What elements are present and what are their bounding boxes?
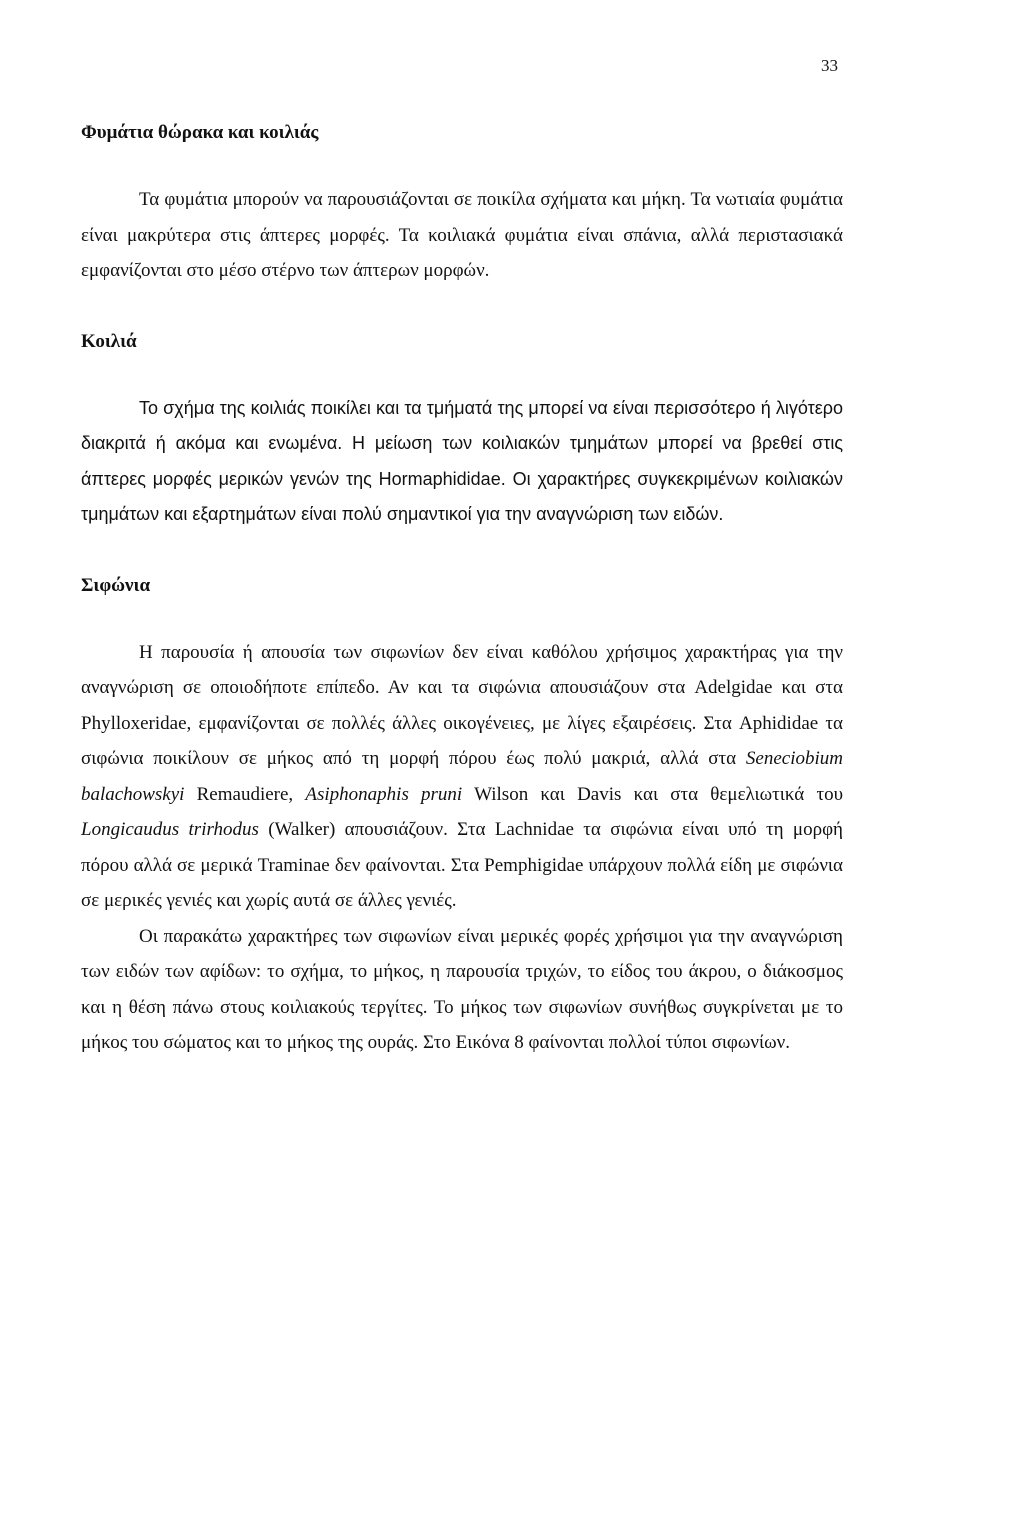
section-heading: Σιφώνια	[81, 574, 151, 596]
species-name: Seneciobium balachowskyi	[81, 748, 843, 805]
text-run: Η παρουσία ή απουσία των σιφωνίων δεν είναι καθόλου χρήσιμος χαρακτήρας για την αναγνώριση σε οποιοδήποτε επίπεδο. Αν και τα σιφώνια απουσιάζουν στα Adelgidae και στα Phylloxeridae, εμφανίζονται σε πολλές άλλες οικογένειες, με λίγες εξαιρέσεις. Στα Aphididae τα σιφώνια ποικίλουν σε μήκος από τη μορφή πόρου έως πολύ μακριά, αλλά στα	[81, 641, 843, 769]
paragraph: Το σχήμα της κοιλιάς ποικίλει και τα τμήματά της μπορεί να είναι περισσότερο ή λιγότερο διακριτά ή ακόμα και ενωμένα. Η μείωση των κοιλιακών τμημάτων μπορεί να βρεθεί στις άπτερες μορφές μερικών γενών της Hormaphididae. Οι χαρακτήρες συγκεκριμένων κοιλιακών τμημάτων και εξαρτημάτων είναι πολύ σημαντικοί για την αναγνώριση των ειδών.	[81, 397, 843, 524]
document-body	[81, 118, 843, 1061]
section-thorax-abdomen-tubercles	[81, 118, 843, 289]
text-run: Wilson και Davis και στα θεμελιωτικά του	[462, 783, 844, 805]
section-heading: Φυμάτια θώρακα και κοιλιάς	[81, 122, 319, 143]
species-name: Asiphonaphis pruni	[305, 783, 463, 805]
paragraph: Τα φυμάτια μπορούν να παρουσιάζονται σε ποικίλα σχήματα και μήκη. Τα νωτιαία φυμάτια είναι μακρύτερα στις άπτερες μορφές. Τα κοιλιακά φυμάτια είναι σπάνια, αλλά περιστασιακά εμφανίζονται στο μέσο στέρνο των άπτερων μορφών.	[81, 189, 843, 281]
section-abdomen	[81, 327, 843, 533]
section-heading: Κοιλιά	[81, 330, 137, 352]
species-name: Longicaudus trirhodus	[81, 819, 259, 840]
page-number: 33	[821, 56, 838, 75]
text-run: (Walker) απουσιάζουν. Στα Lachnidae τα σιφώνια είναι υπό τη μορφή πόρου αλλά σε μερικά Traminae δεν φαίνονται. Στα Pemphigidae υπάρχουν πολλά είδη με σιφώνια σε μερικές γενιές και χωρίς αυτά σε άλλες γενιές.	[81, 819, 843, 911]
paragraph: Οι παρακάτω χαρακτήρες των σιφωνίων είναι μερικές φορές χρήσιμοι για την αναγνώριση των ειδών των αφίδων: το σχήμα, το μήκος, η παρουσία τριχών, το είδος του άκρου, ο διάκοσμος και η θέση πάνω στους κοιλιακούς τεργίτες. Το μήκος των σιφωνίων συνήθως συγκρίνεται με το μήκος του σώματος και το μήκος της ουράς. Στο Εικόνα 8 φαίνονται πολλοί τύποι σιφωνίων.	[81, 925, 843, 1053]
text-run: Remaudiere,	[184, 783, 306, 805]
paragraph	[81, 635, 843, 919]
section-siphunculi	[81, 571, 843, 1061]
